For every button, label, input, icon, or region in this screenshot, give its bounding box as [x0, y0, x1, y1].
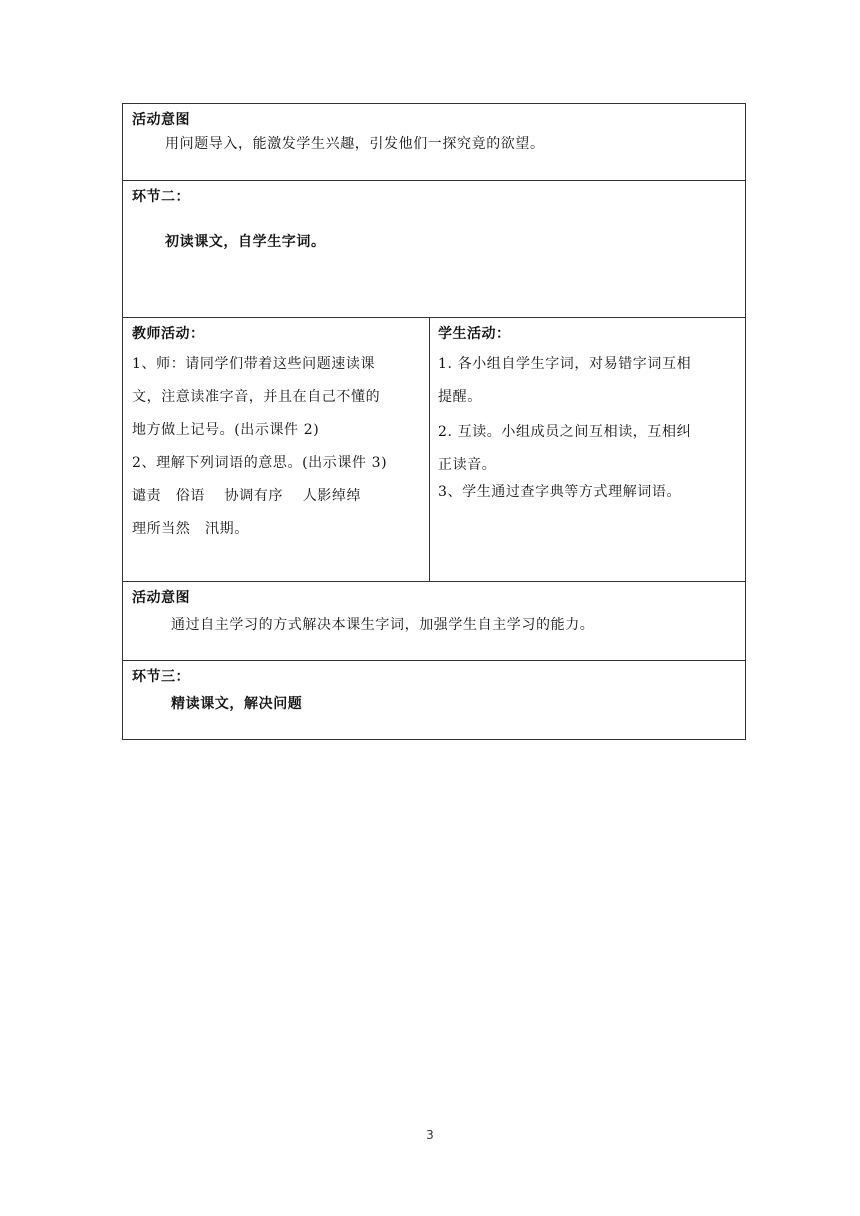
stage-three-section [123, 660, 745, 739]
section-text: 用问题导入，能激发学生兴趣，引发他们一探究竟的欲望。 [165, 136, 545, 152]
student-activity-label: 学生活动： [438, 326, 511, 342]
student-line: 提醒。 [438, 389, 482, 405]
teacher-line: 2、理解下列词语的意思。(出示课件 3) [132, 455, 388, 471]
section-text: 初读课文，自学生字词。 [165, 234, 326, 250]
activity-intent-section-2 [123, 581, 745, 660]
section-text: 精读课文，解决问题 [171, 696, 303, 712]
student-line: 正读音。 [438, 457, 497, 473]
student-line: 1. 各小组自学生字词，对易错字词互相 [438, 356, 692, 372]
activities-section [123, 317, 745, 581]
teacher-activity-label: 教师活动： [132, 326, 205, 342]
teacher-line: 谴责 俗语 协调有序 人影绰绰 [132, 488, 362, 504]
section-text: 通过自主学习的方式解决本课生字词，加强学生自主学习的能力。 [171, 617, 595, 633]
teacher-line: 理所当然 汛期。 [132, 521, 249, 537]
teacher-line: 地方做上记号。(出示课件 2) [132, 422, 320, 438]
section-label: 环节二： [132, 189, 190, 205]
section-label: 活动意图 [132, 112, 190, 128]
section-label: 环节三： [132, 669, 190, 685]
page-number: 3 [426, 1128, 434, 1142]
teacher-line: 文，注意读准字音，并且在自己不懂的 [132, 389, 381, 405]
lesson-plan-table [122, 103, 746, 740]
stage-two-section [123, 180, 745, 317]
section-label: 活动意图 [132, 590, 190, 606]
teacher-line: 1、师：请同学们带着这些问题速读课 [132, 356, 376, 372]
student-line: 3、学生通过查字典等方式理解词语。 [438, 484, 682, 500]
column-divider [429, 318, 430, 581]
activity-intent-section-1 [123, 104, 745, 180]
student-line: 2. 互读。小组成员之间互相读，互相纠 [438, 424, 692, 440]
